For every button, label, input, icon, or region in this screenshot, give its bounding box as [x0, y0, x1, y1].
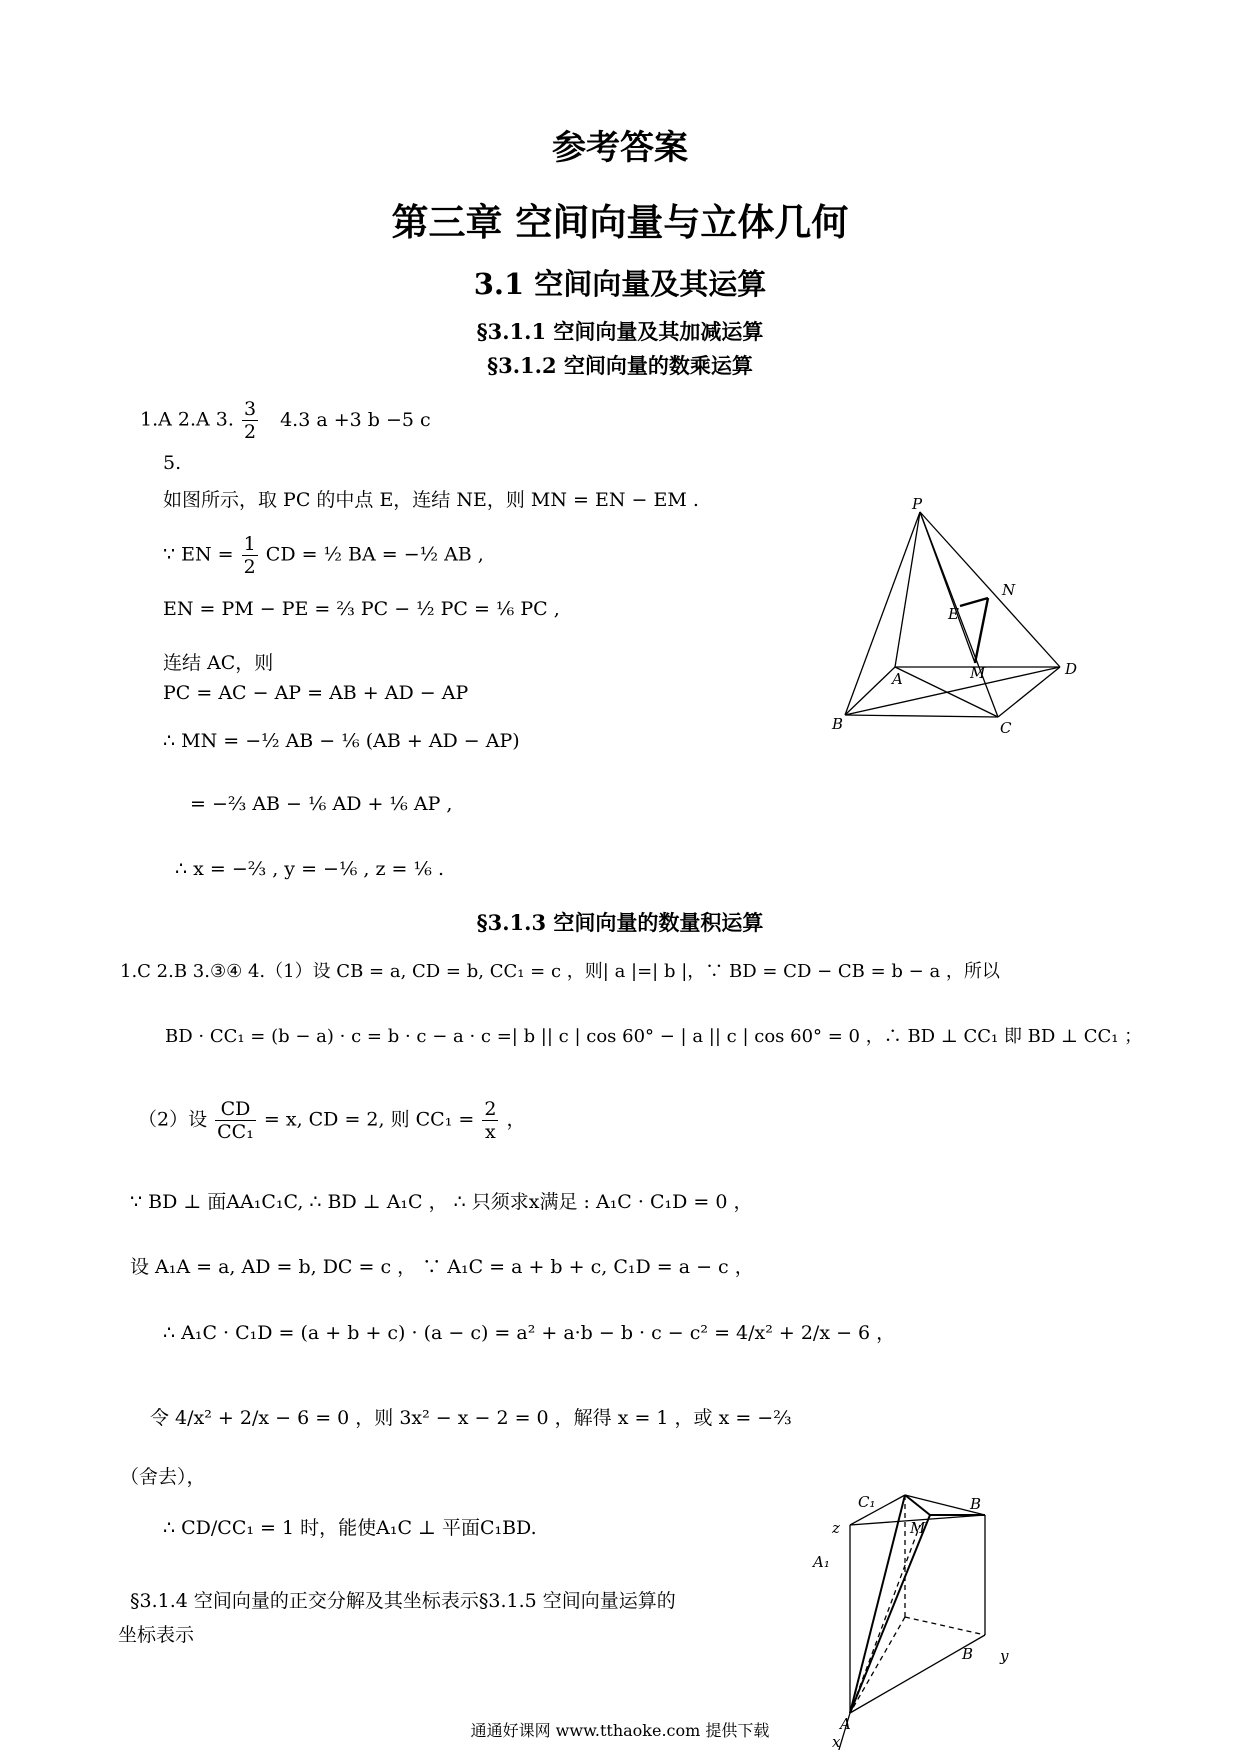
frac-den: 2 — [243, 421, 257, 443]
label-y: y — [1000, 1647, 1009, 1665]
solution-line-4: 连结 AC，则 — [163, 652, 274, 674]
subsection-title-3: §3.1.3 空间向量的数量积运算 — [476, 910, 764, 935]
label-A: A — [840, 1715, 851, 1733]
fraction-cd-cc1 — [215, 1098, 256, 1143]
l3-mid: = x, CD = 2, 则 CC₁ = — [263, 1108, 475, 1131]
answers-row-1 — [140, 398, 431, 443]
part2-line-6: ∴ A₁C · C₁D = (a + b + c) · (a − c) = a² + a·b − b · c − c² = 4/x² + 2/x − 6 ， — [163, 1322, 896, 1344]
l3-pre: （2）设 — [138, 1108, 208, 1131]
solution-line-7: = −⅔ AB − ⅙ AD + ⅙ AP , — [190, 793, 453, 815]
fraction-2-x — [482, 1098, 498, 1143]
solution-line-2 — [163, 533, 484, 578]
footer-text: 通通好课网 www.tthaoke.com 提供下载 — [470, 1721, 770, 1740]
part2-line-8: （舍去）， — [120, 1466, 206, 1488]
label-E: E — [948, 605, 959, 623]
fraction-half: $\frac{1}{2}$ — [243, 533, 256, 578]
label-z: z — [832, 1519, 840, 1537]
l2-pre: ∵ EN = — [163, 543, 234, 566]
prism-figure — [810, 1485, 1010, 1750]
label-A1: A₁ — [813, 1553, 830, 1571]
part2-line-1: 1.C 2.B 3.③④ 4.（1）设 CB = a, CD = b, CC₁ = c ，则| a |=| b |，∵ BD = CD − CB = b − a ，所以 — [120, 961, 1000, 982]
label-N: N — [1002, 581, 1016, 599]
solution-line-1: 如图所示，取 PC 的中点 E，连结 NE，则 MN = EN − EM . — [163, 489, 699, 511]
pyramid-figure — [820, 495, 1090, 745]
solution-line-8: ∴ x = −⅔ , y = −⅙ , z = ⅙ . — [175, 858, 444, 880]
fraction-3-2 — [242, 398, 258, 443]
part2-line-3: （2）设 $\frac{CD}{\text{CC₁}}$ = x, CD = 2, 则 CC₁ = $\frac{2}{x}$ ， — [138, 1098, 526, 1143]
label-M: M — [970, 664, 986, 682]
solution-line-6: ∴ MN = −½ AB − ⅙ (AB + AD − AP) — [163, 730, 520, 752]
subsection-title-4: §3.1.4 空间向量的正交分解及其坐标表示§3.1.5 空间向量运算的 — [130, 1590, 676, 1612]
label-C: C — [1000, 719, 1012, 737]
answer-4: 4.3 a +3 b −5 c — [280, 408, 431, 431]
main-title: 参考答案 — [552, 128, 688, 168]
solution-line-3: EN = PM − PE = ⅔ PC − ½ PC = ⅙ PC , — [163, 598, 560, 620]
label-C1: C₁ — [858, 1493, 876, 1511]
subsection-title-4b: 坐标表示 — [118, 1624, 195, 1646]
part2-line-7: 令 4/x² + 2/x − 6 = 0 ，则 3x² − x − 2 = 0 ，解得 x = 1 ，或 x = −⅔ — [150, 1407, 792, 1429]
label-B: B — [832, 715, 844, 733]
part2-line-5: 设 A₁A = a, AD = b, DC = c ， ∵ A₁C = a + b + c, C₁D = a − c ， — [130, 1256, 754, 1278]
frac-num: 2 — [484, 1098, 497, 1120]
label-P: P — [912, 495, 923, 513]
question-5-label: 5. — [163, 452, 182, 474]
answers-head: 1.A 2.A 3. — [140, 408, 234, 431]
label-B1: B — [970, 1495, 982, 1513]
part2-line-4: ∵ BD ⊥ 面AA₁C₁C, ∴ BD ⊥ A₁C ， ∴ 只须求x满足 : A₁C · C₁D = 0 ， — [130, 1191, 753, 1213]
label-B: B — [962, 1645, 974, 1663]
frac-num: 3 — [243, 398, 257, 420]
label-x: x — [832, 1733, 841, 1750]
subsection-title-1: §3.1.1 空间向量及其加减运算 — [476, 319, 764, 344]
label-A: A — [892, 670, 903, 688]
chapter-title: 第三章 空间向量与立体几何 — [391, 200, 849, 244]
part2-line-9: ∴ CD/CC₁ = 1 时，能使A₁C ⊥ 平面C₁BD. — [163, 1517, 537, 1539]
frac-den: x — [485, 1121, 496, 1143]
frac-den: CC₁ — [217, 1121, 254, 1143]
part2-line-2: BD · CC₁ = (b − a) · c = b · c − a · c =| b || c | cos 60° − | a || c | cos 60° = 0 ，∴ BD ⊥ CC₁ 即 BD ⊥ CC₁ ； — [165, 1026, 1143, 1047]
frac-num: CD — [215, 1098, 256, 1121]
section-title: 3.1 空间向量及其运算 — [473, 267, 767, 301]
subsection-title-2: §3.1.2 空间向量的数乘运算 — [487, 353, 753, 378]
solution-line-5: PC = AC − AP = AB + AD − AP — [163, 682, 469, 704]
label-D: D — [1065, 660, 1078, 678]
label-M: M — [910, 1519, 926, 1537]
l2-post: CD = ½ BA = −½ AB , — [265, 543, 484, 566]
